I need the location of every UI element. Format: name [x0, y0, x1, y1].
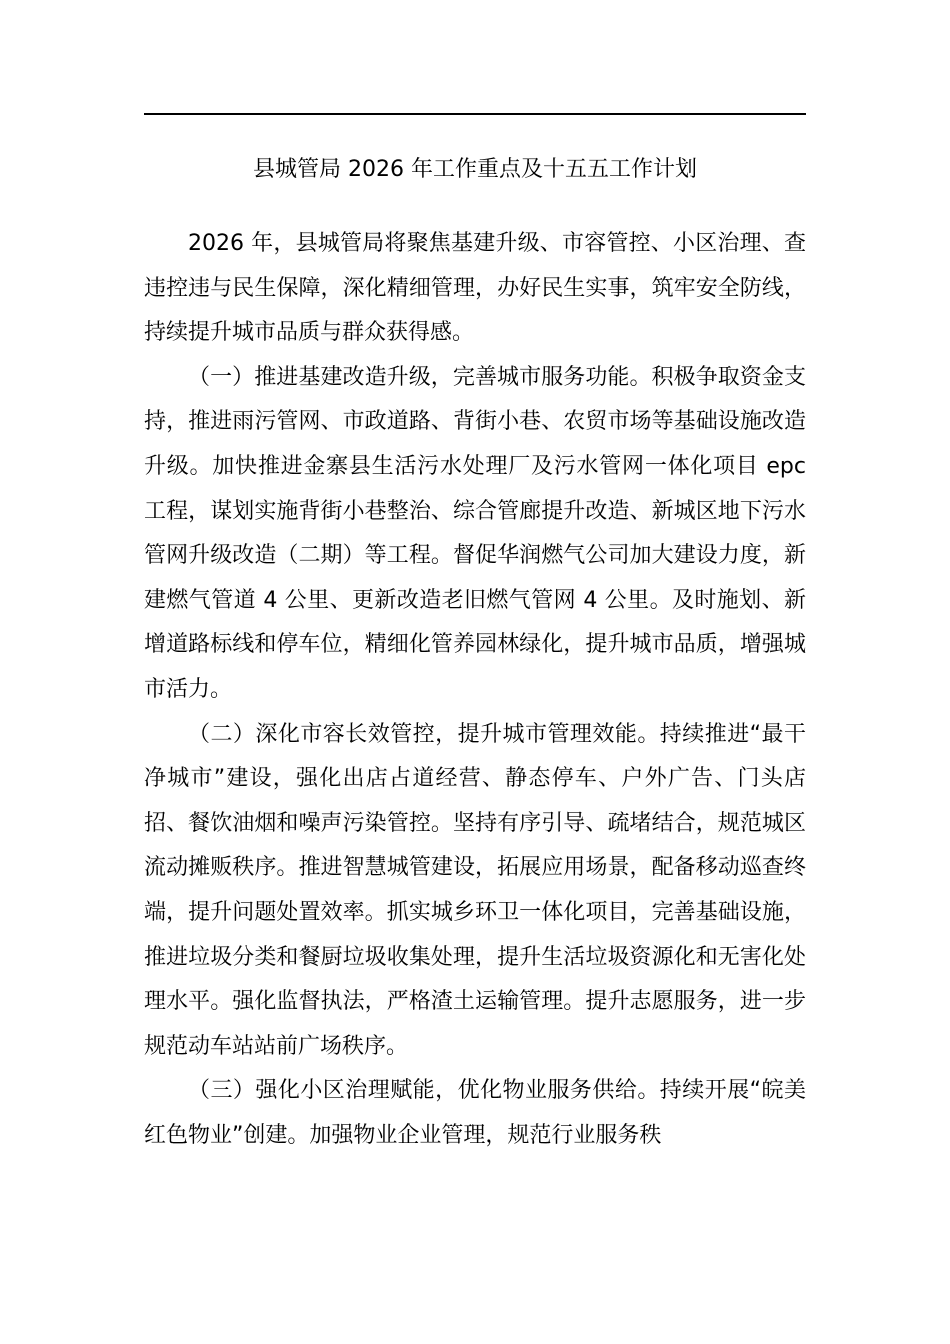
document-title: 县城管局 2026 年工作重点及十五五工作计划: [253, 157, 697, 182]
intro-paragraph: 2026 年，县城管局将聚焦基建升级、市容管控、小区治理、查违控违与民生保障，深化精细管理，办好民生实事，筑牢安全防线，持续提升城市品质与群众获得感。: [144, 231, 806, 346]
section-2-paragraph: （二）深化市容长效管控，提升城市管理效能。持续推进“最干净城市”建设，强化出店占道经营、静态停车、户外广告、门头店招、餐饮油烟和噪声污染管控。坚持有序引导、疏堵结合，规范城区流动摊贩秩序。推进智慧城管建设，拓展应用场景，配备移动巡查终端，提升问题处置效率。抓实城乡环卫一体化项目，完善基础设施，推进垃圾分类和餐厨垃圾收集处理，提升生活垃圾资源化和无害化处理水平。强化监督执法，严格渣土运输管理。提升志愿服务，进一步规范动车站站前广场秩序。: [144, 721, 806, 1059]
header-rule: [144, 113, 806, 115]
document-body: [144, 222, 806, 1158]
section-3-paragraph: （三）强化小区治理赋能，优化物业服务供给。持续开展“皖美红色物业”创建。加强物业企业管理，规范行业服务秩: [144, 1078, 806, 1148]
section-1-paragraph: （一）推进基建改造升级，完善城市服务功能。积极争取资金支持，推进雨污管网、市政道路、背街小巷、农贸市场等基础设施改造升级。加快推进金寨县生活污水处理厂及污水管网一体化项目 epc 工程，谋划实施背街小巷整治、综合管廊提升改造、新城区地下污水管网升级改造（二期）等工程。督促华润燃气公司加大建设力度，新建燃气管道 4 公里、更新改造老旧燃气管网 4 公里。及时施划、新增道路标线和停车位，精细化管养园林绿化，提升城市品质，增强城市活力。: [144, 364, 806, 702]
